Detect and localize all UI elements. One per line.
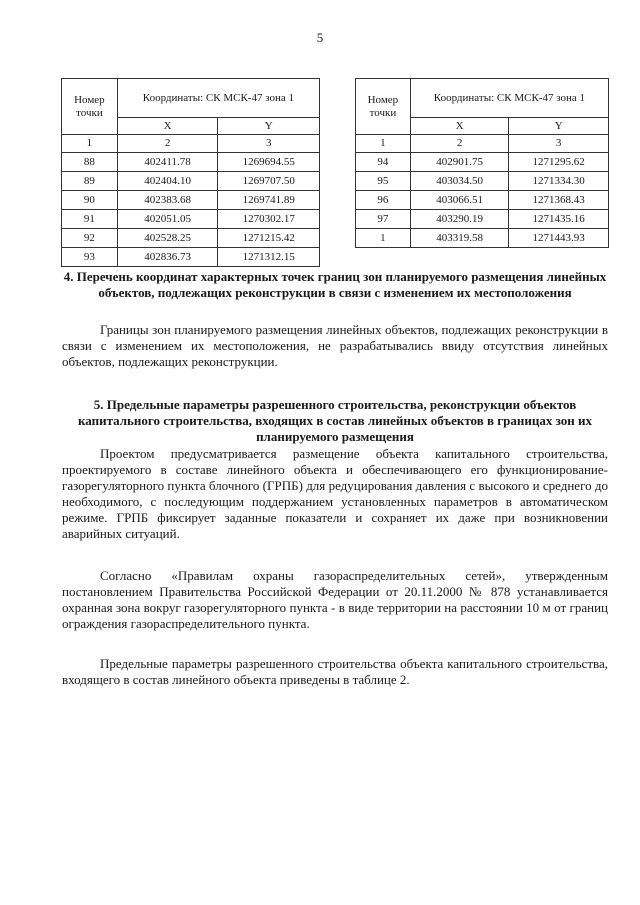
table-row	[356, 229, 609, 248]
coord-x: 403034.50	[410, 172, 509, 191]
page-number: 5	[316, 30, 324, 45]
coord-x: 402051.05	[117, 210, 218, 229]
coord-y: 1269741.89	[218, 191, 320, 210]
point-number: 94	[356, 153, 411, 172]
coordinates-table-left	[61, 78, 320, 267]
coord-y: 1271435.16	[509, 210, 609, 229]
coord-y: 1271312.15	[218, 248, 320, 267]
table-row	[62, 153, 320, 172]
point-number: 90	[62, 191, 118, 210]
coord-x: 402528.25	[117, 229, 218, 248]
section-5-heading: 5. Предельные параметры разрешенного строительства, реконструкции объектов капитального строительства, входящих в состав линейных объектов в границах зон их планируемого размещения	[78, 397, 592, 444]
column-index: 3	[509, 135, 609, 153]
table-row	[356, 191, 609, 210]
coord-x: 402411.78	[117, 153, 218, 172]
column-index: 2	[117, 135, 218, 153]
column-index: 1	[356, 135, 411, 153]
section-5-paragraph-1: Проектом предусматривается размещение объекта капитального строительства, проектируемого в составе линейного объекта и обеспечивающего его функционирование-газорегуляторного пункта блочного (ГРПБ) для редуцирования давления с высокого и среднего до необходимого, с последующим поддержанием установленных параметров в автоматическом режиме. ГРПБ фиксирует заданные показатели и сохраняет их даже при возникновении аварийных ситуаций.	[62, 446, 608, 541]
table-row	[62, 191, 320, 210]
coord-x: 402901.75	[410, 153, 509, 172]
coord-y: 1271334.30	[509, 172, 609, 191]
column-index: 2	[410, 135, 509, 153]
coord-y: 1271368.43	[509, 191, 609, 210]
table-row	[62, 210, 320, 229]
coord-x: 403290.19	[410, 210, 509, 229]
header-coordinates: Координаты: СК МСК-47 зона 1	[117, 79, 319, 118]
table-row	[62, 229, 320, 248]
point-number: 92	[62, 229, 118, 248]
point-number: 93	[62, 248, 118, 267]
coord-x: 402836.73	[117, 248, 218, 267]
table-row	[356, 210, 609, 229]
point-number: 96	[356, 191, 411, 210]
section-4-paragraph: Границы зон планируемого размещения линейных объектов, подлежащих реконструкции в связи с изменением их местоположения, не разрабатывались ввиду отсутствия линейных объектов, подлежащих реконструкции.	[62, 322, 608, 369]
section-5-paragraph-2: Согласно «Правилам охраны газораспределительных сетей», утвержденным постановлением Правительства Российской Федерации от 20.11.2000 № 878 устанавливается охранная зона вокруг газорегуляторного пункта - в виде территории на расстоянии 10 м от границ ограждения газораспределительного пункта.	[62, 568, 608, 631]
coordinates-table-right	[355, 78, 609, 248]
header-coordinates: Координаты: СК МСК-47 зона 1	[410, 79, 608, 118]
table-row	[62, 248, 320, 267]
header-point-number: Номер точки	[62, 79, 118, 135]
coord-x: 402383.68	[117, 191, 218, 210]
coord-y: 1270302.17	[218, 210, 320, 229]
point-number: 1	[356, 229, 411, 248]
header-x: X	[117, 118, 218, 135]
coord-x: 403319.58	[410, 229, 509, 248]
coord-y: 1269707.50	[218, 172, 320, 191]
point-number: 89	[62, 172, 118, 191]
section-4-heading: 4. Перечень координат характерных точек границ зон планируемого размещения линейных объектов, подлежащих реконструкции в связи с изменением их местоположения	[63, 269, 607, 300]
point-number: 95	[356, 172, 411, 191]
coord-y: 1269694.55	[218, 153, 320, 172]
coord-y: 1271443.93	[509, 229, 609, 248]
coord-x: 402404.10	[117, 172, 218, 191]
coord-x: 403066.51	[410, 191, 509, 210]
header-point-number: Номер точки	[356, 79, 411, 135]
header-y: Y	[509, 118, 609, 135]
table-row	[62, 172, 320, 191]
section-5-paragraph-3: Предельные параметры разрешенного строительства объекта капитального строительства, входящего в состав линейного объекта приведены в таблице 2.	[62, 656, 608, 687]
header-y: Y	[218, 118, 320, 135]
header-x: X	[410, 118, 509, 135]
point-number: 97	[356, 210, 411, 229]
table-row	[356, 153, 609, 172]
coord-y: 1271295.62	[509, 153, 609, 172]
column-index: 3	[218, 135, 320, 153]
point-number: 88	[62, 153, 118, 172]
table-row	[356, 172, 609, 191]
coord-y: 1271215.42	[218, 229, 320, 248]
column-index: 1	[62, 135, 118, 153]
point-number: 91	[62, 210, 118, 229]
